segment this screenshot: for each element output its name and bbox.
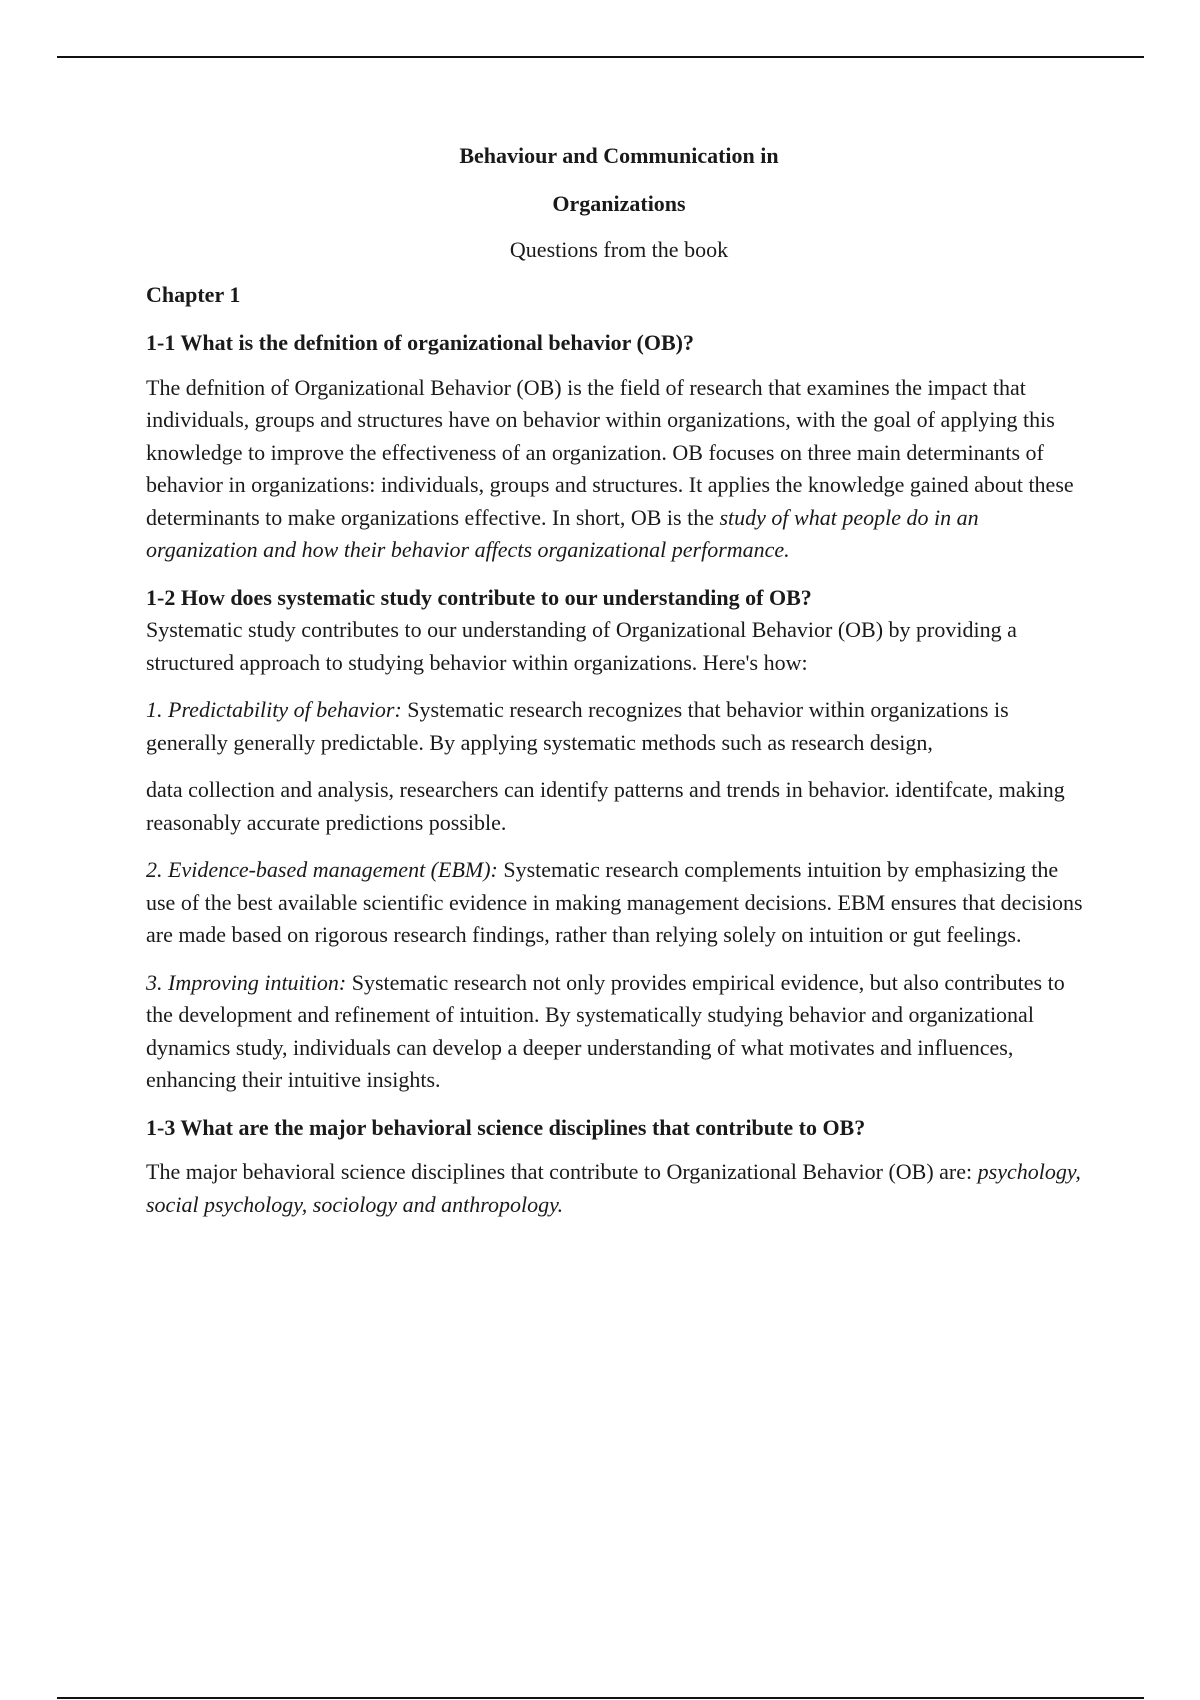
document-title-line-2: Organizations	[552, 191, 686, 216]
chapter-heading: Chapter 1	[146, 281, 241, 307]
document-body	[146, 140, 1092, 1236]
question-1-answer	[146, 372, 1092, 567]
question-2-intro: Systematic study contributes to our understanding of Organizational Behavior (OB) by providing a structured approach to studying behavior within organizations. Here's how:	[146, 617, 1017, 675]
question-2-point-3	[146, 967, 1092, 1097]
point-label: 1. Predictability of behavior:	[146, 697, 402, 722]
question-2-heading: 1-2 How does systematic study contribute to our understanding of OB?	[146, 584, 812, 610]
answer-emphasis: study of what people do in an organization and how their behavior affects organizational performance.	[146, 504, 979, 562]
point-text: Systematic research not only provides empirical evidence, but also contributes to the development and refinement of intuition. By systematically studying behavior and organizational dynamics study, individuals can develop a deeper understanding of what motivates and influences, enhancing their intuitive insights.	[146, 969, 1065, 1092]
question-2-point-2	[146, 854, 1092, 952]
question-3-answer	[146, 1156, 1092, 1221]
header-rule	[57, 56, 1144, 58]
answer-emphasis: psychology, social psychology, sociology and anthropology.	[146, 1159, 1081, 1217]
point-text: Systematic research complements intuition by emphasizing the use of the best available scientific evidence in making management decisions. EBM ensures that decisions are made based on rigorous research findings, rather than relying solely on intuition or gut feelings.	[146, 857, 1083, 947]
question-2-point-1-continued: data collection and analysis, researchers can identify patterns and trends in behavior. identifcate, making reasonably accurate predictions possible.	[146, 777, 1065, 835]
document-title-line-1: Behaviour and Communication in	[459, 143, 779, 168]
answer-text: The defnition of Organizational Behavior (OB) is the field of research that examines the impact that individuals, groups and structures have on behavior within organizations, with the goal of applying this knowledge to improve the effectiveness of an organization. OB focuses on three main determinants of behavior in organizations: individuals, groups and structures. It applies the knowledge gained about these determinants to make organizations effective. In short, OB is the	[146, 374, 1074, 530]
footer-rule	[57, 1697, 1144, 1699]
point-label: 2. Evidence-based management (EBM):	[146, 857, 498, 882]
point-label: 3. Improving intuition:	[146, 969, 347, 995]
point-text: Systematic research recognizes that behavior within organizations is generally generally predictable. By applying systematic methods such as research design,	[146, 697, 1009, 755]
document-subtitle: Questions from the book	[509, 237, 729, 262]
question-2-point-1	[146, 694, 1092, 759]
answer-text: The major behavioral science disciplines that contribute to Organizational Behavior (OB) are:	[146, 1159, 978, 1184]
question-3-heading: 1-3 What are the major behavioral science disciplines that contribute to OB?	[146, 1114, 866, 1140]
question-1-heading: 1-1 What is the defnition of organizational behavior (OB)?	[146, 330, 694, 355]
